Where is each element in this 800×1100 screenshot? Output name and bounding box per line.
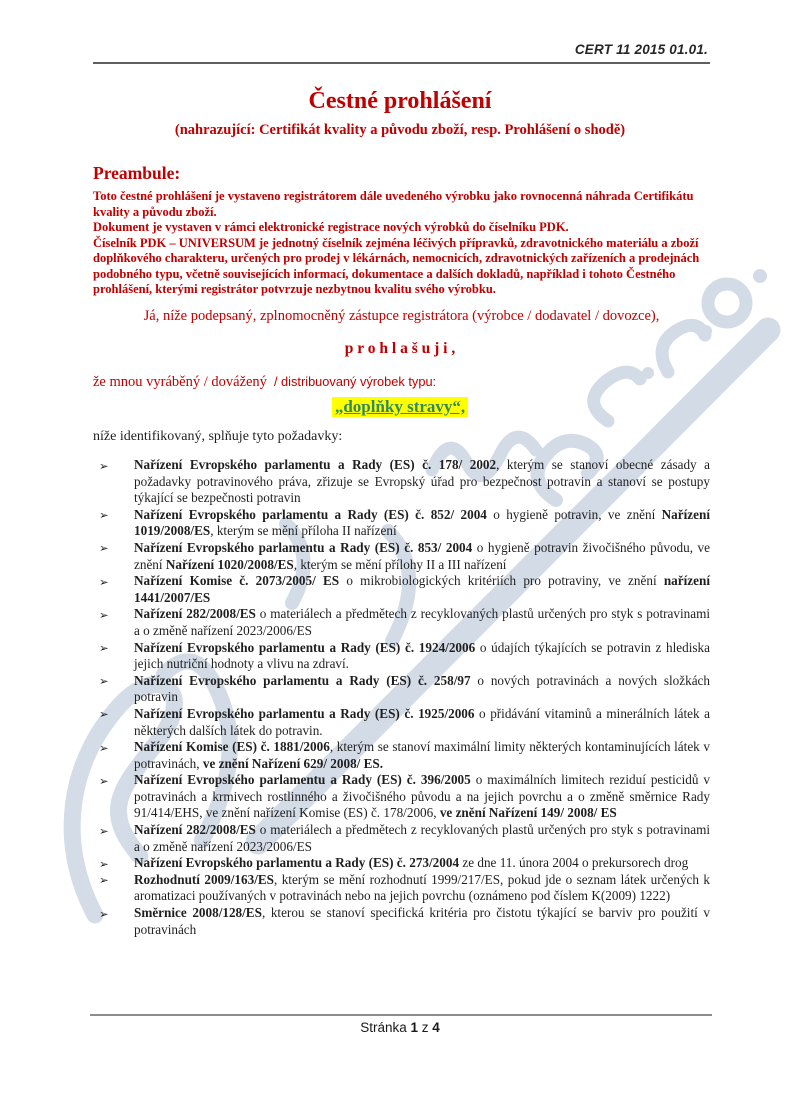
requirement-item <box>98 772 710 822</box>
requirement-ref: nařízení 1441/2007/ES <box>134 573 710 605</box>
arrow-bullet-icon: ➢ <box>99 873 109 888</box>
arrow-bullet-icon: ➢ <box>99 458 109 473</box>
requirement-item <box>98 606 710 639</box>
declaration-intro: Já, níže podepsaný, zplnomocněný zástupce registrátora (výrobce / dodavatel / dovozce), <box>143 308 660 324</box>
requirement-text: o údajích týkajících se potravin z hlediska jejich nutriční hodnoty a vlivu na zdraví. <box>134 639 710 672</box>
requirement-item <box>98 540 710 573</box>
declaration-verb: p r o h l a š u j i , <box>344 340 456 357</box>
requirement-item <box>98 739 710 772</box>
requirement-ref: Nařízení Evropského parlamentu a Rady (ES) č. 273/2004 <box>134 855 460 871</box>
requirement-item <box>98 640 710 673</box>
requirement-item <box>98 673 710 706</box>
requirement-item <box>98 573 710 606</box>
requirement-ref: Nařízení Komise (ES) č. 1881/2006 <box>134 739 330 755</box>
requirement-text: , kterým se stanoví obecné zásady a požadavky potravinového práva, zřizuje se Evropský úřad pro bezpečnost potravin a stanoví se postupy týkající se bezpečnosti potravin <box>134 457 711 506</box>
requirement-text: o hygieně potravin, ve znění <box>486 506 662 522</box>
arrow-bullet-icon: ➢ <box>99 740 109 755</box>
product-type-highlight: „doplňky stravy“, <box>332 397 468 417</box>
requirement-ref: Nařízení 1020/2008/ES <box>165 556 294 572</box>
arrow-bullet-icon: ➢ <box>99 773 109 788</box>
requirement-text: , kterým se stanoví maximální limity některých kontaminujících látek v potravinách, <box>134 739 710 771</box>
footer-page-separator: z <box>421 1020 429 1035</box>
requirement-text: o nových potravinách a nových složkách potravin <box>134 672 711 705</box>
product-type-row <box>0 397 800 417</box>
footer-page-total: 4 <box>432 1020 440 1035</box>
page-subtitle: (nahrazující: Certifikát kvality a původu zboží, resp. Prohlášení o shodě) <box>174 122 626 138</box>
product-type-line <box>93 374 436 391</box>
page-footer <box>0 1020 800 1035</box>
requirement-text: , kterým se mění přílohy II a III nařízení <box>293 556 507 572</box>
requirement-text: , kterou se stanoví specifická kritéria pro čistotu týkající se barviv pro použití v potravinách <box>134 905 710 937</box>
preamble-heading: Preambule: <box>93 163 181 183</box>
requirement-ref: Nařízení 1019/2008/ES <box>134 506 710 539</box>
requirement-item <box>98 507 710 540</box>
requirements-list <box>98 457 710 938</box>
requirement-item <box>98 822 710 855</box>
requirement-text: , kterým se mění rozhodnutí 1999/217/ES, pokud jde o seznam látek určených k aromatizaci používaných v potravinách nebo na jejich povrchu (oznámeno pod číslem K(2009) 1222) <box>134 871 710 904</box>
footer-page-current: 1 <box>410 1020 418 1035</box>
requirement-ref: Nařízení 282/2008/ES <box>134 822 256 838</box>
requirement-text: o mikrobiologických kritériích pro potraviny, ve znění <box>339 573 664 589</box>
preamble-body <box>93 189 715 298</box>
requirement-ref: Nařízení Evropského parlamentu a Rady (ES) č. 1924/2006 <box>134 639 476 655</box>
arrow-bullet-icon: ➢ <box>99 707 109 722</box>
preamble-paragraph: Číselník PDK – UNIVERSUM je jednotný číselník zejména léčivých přípravků, zdravotnického materiálu a zboží doplňkového charakteru, určených pro prodej v lékárnách, nemocnicích, zdravotnických zařízeních a prodejnách podobného typu, včetně souvisejících informací, dokumentace a dalších dokladů, například i tohoto Čestného prohlášení, kterými registrátor potvrzuje nezbytnou kvalitu svého výrobku. <box>93 235 700 296</box>
requirement-ref: Nařízení Evropského parlamentu a Rady (ES) č. 853/ 2004 <box>134 539 473 555</box>
requirement-text: o materiálech a předmětech z recyklovaných plastů určených pro styk s potravinami a o změně nařízení 2023/2006/ES <box>134 606 710 638</box>
requirement-item <box>98 905 710 938</box>
requirement-item <box>98 872 710 905</box>
requirement-ref: Rozhodnutí 2009/163/ES <box>134 871 274 887</box>
arrow-bullet-icon: ➢ <box>99 508 109 523</box>
arrow-bullet-icon: ➢ <box>99 823 109 838</box>
requirement-text: ze dne 11. února 2004 o prekursorech drog <box>459 855 689 871</box>
requirement-ref: Nařízení Evropského parlamentu a Rady (ES) č. 258/97 <box>134 672 471 688</box>
requirement-item <box>98 457 710 507</box>
requirement-ref: Směrnice 2008/128/ES <box>134 905 262 921</box>
preamble-paragraph: Toto čestné prohlášení je vystaveno registrátorem dále uvedeného výrobku jako rovnocenná náhrada Certifikátu kvality a původu zboží. <box>93 189 694 219</box>
arrow-bullet-icon: ➢ <box>99 574 109 589</box>
arrow-bullet-icon: ➢ <box>99 674 109 689</box>
header-rule <box>93 62 710 64</box>
footer-page-label: Stránka <box>360 1020 407 1035</box>
product-line-sans: / distribuovaný výrobek typu: <box>273 374 437 389</box>
requirement-ref: Nařízení 282/2008/ES <box>134 606 256 622</box>
page-title: Čestné prohlášení <box>308 88 492 114</box>
requirement-text: , kterým se mění příloha II nařízení <box>210 523 397 539</box>
requirement-ref: Nařízení Evropského parlamentu a Rady (ES) č. 852/ 2004 <box>134 506 487 522</box>
requirement-text: o přidávání vitaminů a minerálních látek a některých dalších látek do potravin. <box>134 705 710 738</box>
arrow-bullet-icon: ➢ <box>99 541 109 556</box>
requirement-ref: Nařízení Evropského parlamentu a Rady (ES) č. 178/ 2002 <box>134 457 497 472</box>
requirement-ref: Nařízení Komise č. 2073/2005/ ES <box>134 573 340 589</box>
product-line-serif: že mnou vyráběný / dovážený <box>93 374 267 390</box>
requirement-ref: ve znění Nařízení 149/ 2008/ ES <box>439 805 617 821</box>
requirement-item <box>98 855 710 872</box>
preamble-paragraph: Dokument je vystaven v rámci elektronické registrace nových výrobků do číselníku PDK. <box>93 220 569 234</box>
requirement-item <box>98 706 710 739</box>
requirement-ref: Nařízení Evropského parlamentu a Rady (ES) č. 396/2005 <box>134 772 471 788</box>
footer-rule <box>90 1014 712 1016</box>
doc-code: CERT 11 2015 01.01. <box>574 42 708 57</box>
requirement-ref: Nařízení Evropského parlamentu a Rady (ES) č. 1925/2006 <box>134 705 475 721</box>
arrow-bullet-icon: ➢ <box>99 856 109 871</box>
arrow-bullet-icon: ➢ <box>99 641 109 656</box>
declaration-outro: níže identifikovaný, splňuje tyto požadavky: <box>93 429 343 444</box>
arrow-bullet-icon: ➢ <box>99 906 109 921</box>
requirement-text: o maximálních limitech reziduí pesticidů v potravinách a krmivech rostlinného a živočišného původu a na jejich povrchu a o změně směrnice Rady 91/414/EHS, ve znění nařízení Komise (ES) č. 178/2006, <box>134 772 710 821</box>
requirement-text: o materiálech a předmětech z recyklovaných plastů určených pro styk s potravinami a o změně nařízení 2023/2006/ES <box>134 822 710 854</box>
requirement-ref: ve znění Nařízení 629/ 2008/ ES. <box>202 755 384 771</box>
arrow-bullet-icon: ➢ <box>99 607 109 622</box>
requirement-text: o hygieně potravin živočišného původu, ve znění <box>134 539 710 572</box>
